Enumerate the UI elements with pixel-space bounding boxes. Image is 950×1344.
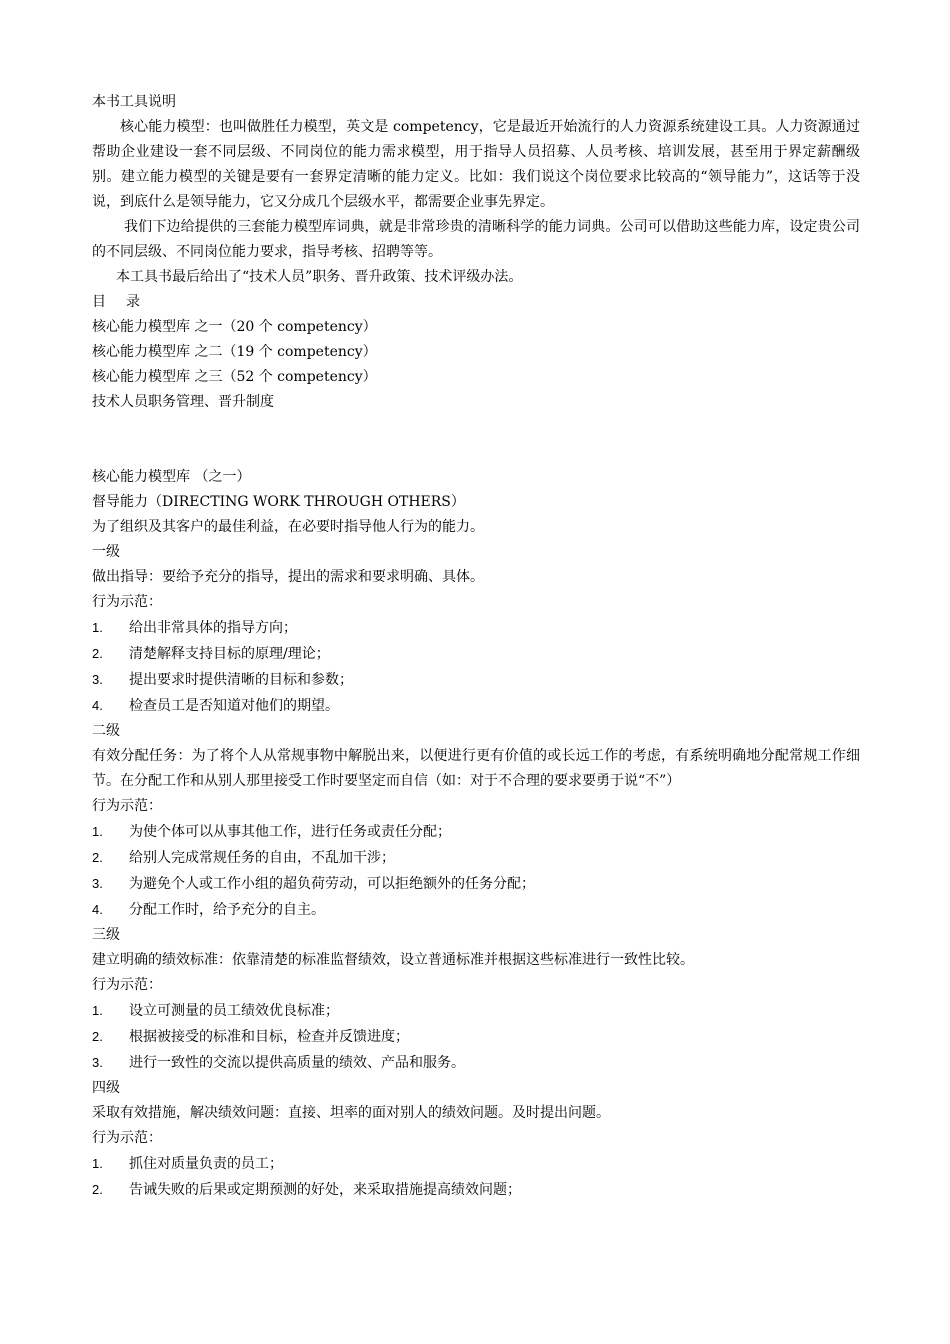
toc-item: 核心能力模型库 之一（20 个 competency）	[92, 319, 377, 335]
list-number: 1.	[92, 620, 103, 635]
behavior-label: 行为示范：	[92, 977, 162, 993]
list-item	[92, 667, 860, 693]
list-item	[92, 615, 860, 641]
list-text: 给别人完成常规任务的自由，不乱加干涉；	[129, 850, 395, 866]
level-heading: 四级	[92, 1080, 120, 1096]
list-item	[92, 693, 860, 719]
list-number: 1.	[92, 1003, 103, 1018]
list-item	[92, 1151, 860, 1177]
toc-title-char-2: 录	[126, 294, 140, 310]
list-text: 给出非常具体的指导方向；	[129, 620, 297, 636]
intro-paragraph-3: 本工具书最后给出了“技术人员”职务、晋升政策、技术评级办法。	[116, 269, 523, 285]
list-item	[92, 845, 860, 871]
list-text: 进行一致性的交流以提供高质量的绩效、产品和服务。	[129, 1055, 465, 1071]
intro-paragraph-2: 我们下边给提供的三套能力模型库词典，就是非常珍贵的清晰科学的能力词典。公司可以借助这些能力库，设定贵公司的不同层级、不同岗位能力要求，指导考核、招聘等等。	[92, 219, 860, 260]
level-heading: 一级	[92, 544, 120, 560]
list-text: 检查员工是否知道对他们的期望。	[129, 698, 339, 714]
level-description: 建立明确的绩效标准：依靠清楚的标准监督绩效，设立普通标准并根据这些标准进行一致性比较。	[92, 952, 694, 968]
toc-title	[92, 290, 860, 315]
list-item	[92, 819, 860, 845]
list-item	[92, 1024, 860, 1050]
list-number: 4.	[92, 902, 103, 917]
list-text: 抓住对质量负责的员工；	[129, 1156, 283, 1172]
competency-definition: 为了组织及其客户的最佳利益，在必要时指导他人行为的能力。	[92, 519, 484, 535]
section-spacer	[92, 415, 860, 465]
list-item	[92, 897, 860, 923]
list-number: 2.	[92, 850, 103, 865]
list-text: 为使个体可以从事其他工作，进行任务或责任分配；	[129, 824, 451, 840]
level-description: 有效分配任务：为了将个人从常规事物中解脱出来，以便进行更有价值的或长远工作的考虑，有系统明确地分配常规工作细节。在分配工作和从别人那里接受工作时要坚定而自信（如：对于不合理的要求要勇于说“不”）	[92, 748, 860, 789]
list-item	[92, 998, 860, 1024]
toc-item: 技术人员职务管理、晋升制度	[92, 394, 274, 410]
list-text: 告诫失败的后果或定期预测的好处，来采取措施提高绩效问题；	[129, 1182, 521, 1198]
section-title: 核心能力模型库 （之一）	[92, 469, 251, 485]
competency-title: 督导能力（DIRECTING WORK THROUGH OTHERS）	[92, 494, 465, 510]
list-text: 根据被接受的标准和目标，检查并反馈进度；	[129, 1029, 409, 1045]
list-number: 1.	[92, 1156, 103, 1171]
list-text: 清楚解释支持目标的原理/理论；	[129, 646, 330, 662]
intro-heading: 本书工具说明	[92, 94, 176, 110]
list-number: 1.	[92, 824, 103, 839]
toc-item: 核心能力模型库 之三（52 个 competency）	[92, 369, 377, 385]
list-item	[92, 641, 860, 667]
list-number: 2.	[92, 1182, 103, 1197]
list-number: 3.	[92, 876, 103, 891]
list-number: 3.	[92, 672, 103, 687]
level-description: 做出指导：要给予充分的指导，提出的需求和要求明确、具体。	[92, 569, 484, 585]
list-item	[92, 1050, 860, 1076]
level-heading: 三级	[92, 927, 120, 943]
behavior-label: 行为示范：	[92, 594, 162, 610]
intro-paragraph-1: 核心能力模型：也叫做胜任力模型，英文是 competency，它是最近开始流行的人力资源系统建设工具。人力资源通过帮助企业建设一套不同层级、不同岗位的能力需求模型，用于指导人员招募、人员考核、培训发展，甚至用于界定薪酬级别。建立能力模型的关键是要有一套界定清晰的能力定义。比如：我们说这个岗位要求比较高的“领导能力”，这话等于没说，到底什么是领导能力，它又分成几个层级水平，都需要企业事先界定。	[92, 119, 860, 210]
list-text: 为避免个人或工作小组的超负荷劳动，可以拒绝额外的任务分配；	[129, 876, 535, 892]
behavior-label: 行为示范：	[92, 798, 162, 814]
list-text: 设立可测量的员工绩效优良标准；	[129, 1003, 339, 1019]
list-number: 4.	[92, 698, 103, 713]
behavior-label: 行为示范：	[92, 1130, 162, 1146]
list-item	[92, 871, 860, 897]
level-description: 采取有效措施，解决绩效问题：直接、坦率的面对别人的绩效问题。及时提出问题。	[92, 1105, 610, 1121]
level-heading: 二级	[92, 723, 120, 739]
list-item	[92, 1177, 860, 1203]
list-number: 2.	[92, 1029, 103, 1044]
list-number: 3.	[92, 1055, 103, 1070]
toc-item: 核心能力模型库 之二（19 个 competency）	[92, 344, 377, 360]
toc-title-char-1: 目	[92, 294, 106, 310]
list-text: 提出要求时提供清晰的目标和参数；	[129, 672, 353, 688]
list-number: 2.	[92, 646, 103, 661]
list-text: 分配工作时，给予充分的自主。	[129, 902, 325, 918]
